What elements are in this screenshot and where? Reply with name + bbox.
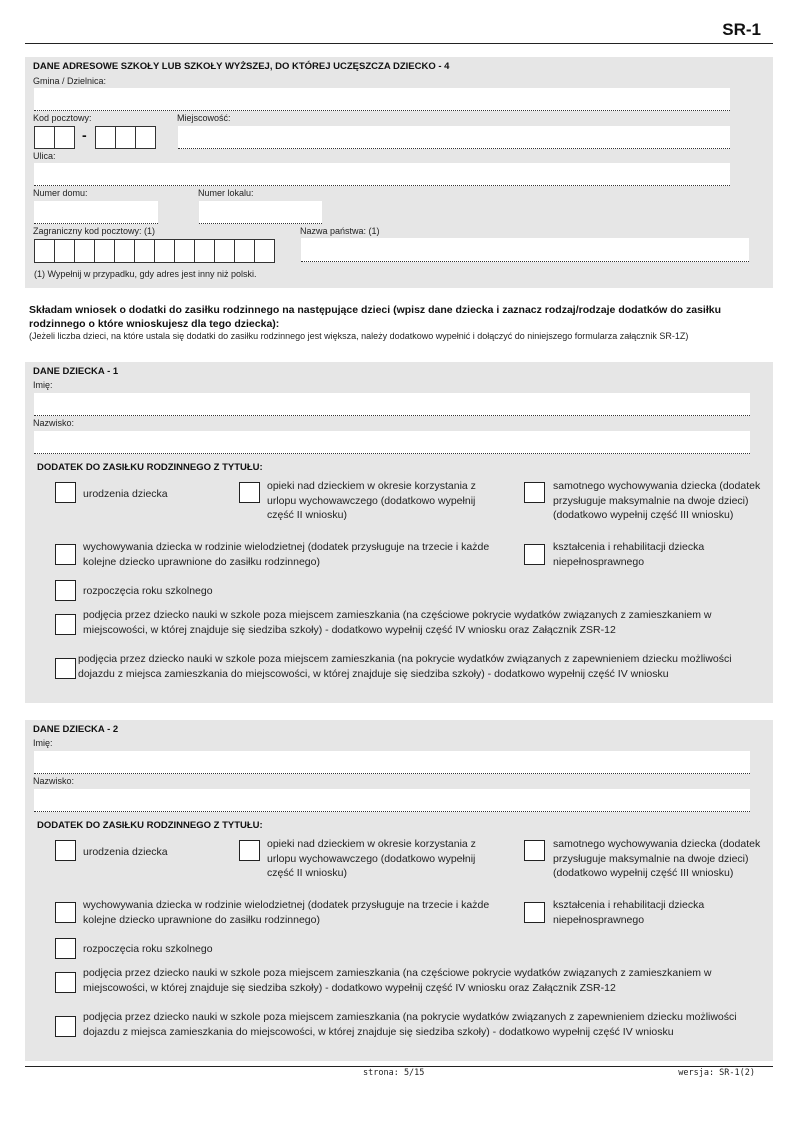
benefit-disability-label: kształcenia i rehabilitacji dziecka niepełnosprawnego — [553, 541, 705, 568]
header-divider — [25, 43, 773, 44]
application-statement: Składam wniosek o dodatki do zasiłku rodzinnego na następujące dzieci (wpisz dane dziecka i zaznacz rodzaj/rodzaje dodatków do zasiłku rodzinnego o które wnioskujesz dla tego dziecka): — [29, 304, 721, 330]
country-name-label: Nazwa państwa: (1) — [300, 226, 380, 236]
foreign-postal-code-char[interactable] — [234, 239, 255, 263]
benefit-leave-label: opieki nad dzieckiem w okresie korzystania z urlopu wychowawczego (dodatkowo wypełnij część II wniosku) — [267, 838, 476, 879]
postal-code-digit[interactable] — [135, 126, 156, 149]
foreign-postal-code-label: Zagraniczny kod pocztowy: (1) — [33, 226, 156, 236]
benefit-commute-checkbox[interactable] — [55, 658, 76, 679]
benefit-commute-label: podjęcia przez dziecko nauki w szkole poza miejscem zamieszkania (na pokrycie wydatków związanych z zapewnieniem dziecku możliwości dojazdu z miejsca zamieszkania do miejscowości, w której znajduje się siedziba szkoły) - dodatkowo wypełnij część IV wniosku — [78, 653, 732, 680]
city-label: Miejscowość: — [177, 113, 231, 123]
benefit-school-year-checkbox[interactable] — [55, 580, 76, 601]
gmina-label: Gmina / Dzielnica: — [33, 76, 107, 86]
benefit-single-parent-checkbox[interactable] — [524, 840, 545, 861]
foreign-postal-code-char[interactable] — [34, 239, 55, 263]
benefit-disability-checkbox[interactable] — [524, 544, 545, 565]
benefit-leave-label: opieki nad dzieckiem w okresie korzystania z urlopu wychowawczego (dodatkowo wypełnij część II wniosku) — [267, 480, 476, 521]
benefit-residence-label: podjęcia przez dziecko nauki w szkole poza miejscem zamieszkania (na częściowe pokrycie wydatków związanych z zamieszkaniem w miejscowości, w której znajduje się siedziba szkoły) - dodatkowo wypełnij część IV wniosku oraz Załącznik ZSR-12 — [83, 967, 712, 994]
street-label: Ulica: — [33, 151, 56, 161]
form-version: wersja: SR-1(2) — [678, 1068, 755, 1078]
street-input[interactable] — [34, 163, 730, 186]
child-section — [25, 362, 773, 703]
first-name-input[interactable] — [34, 751, 750, 774]
foreign-postal-code-char[interactable] — [114, 239, 135, 263]
first-name-input[interactable] — [34, 393, 750, 416]
foreign-postal-code-char[interactable] — [174, 239, 195, 263]
benefit-large-family-checkbox[interactable] — [55, 902, 76, 923]
benefit-commute-label: podjęcia przez dziecko nauki w szkole poza miejscem zamieszkania (na pokrycie wydatków związanych z zapewnieniem dziecku możliwości dojazdu z miejsca zamieszkania do miejscowości, w której znajduje się siedziba szkoły) - dodatkowo wypełnij część IV wniosku — [83, 1011, 737, 1038]
benefit-birth-checkbox[interactable] — [55, 482, 76, 503]
postal-code-digit[interactable] — [115, 126, 136, 149]
benefit-large-family-label: wychowywania dziecka w rodzinie wielodzietnej (dodatek przysługuje na trzecie i każde kolejne dziecko uprawnione do zasiłku rodzinnego) — [83, 899, 490, 926]
postal-code-separator: - — [82, 127, 87, 143]
school-address-section — [25, 57, 773, 288]
benefit-leave-checkbox[interactable] — [239, 482, 260, 503]
foreign-postal-code-char[interactable] — [74, 239, 95, 263]
benefit-residence-checkbox[interactable] — [55, 972, 76, 993]
benefit-birth-checkbox[interactable] — [55, 840, 76, 861]
benefit-leave-checkbox[interactable] — [239, 840, 260, 861]
benefit-disability-checkbox[interactable] — [524, 902, 545, 923]
application-note: (Jeżeli liczba dzieci, na które ustala się dodatki do zasiłku rodzinnego jest większa, należy dodatkowo wypełnić i dołączyć do niniejszego formularza załącznik SR-1Z) — [29, 331, 689, 341]
child-title: DANE DZIECKA - 2 — [33, 724, 119, 735]
benefit-commute-checkbox[interactable] — [55, 1016, 76, 1037]
foreign-postal-code-char[interactable] — [54, 239, 75, 263]
foreign-postal-code-char[interactable] — [154, 239, 175, 263]
benefits-title: DODATEK DO ZASIŁKU RODZINNEGO Z TYTUŁU: — [37, 820, 263, 831]
benefits-title: DODATEK DO ZASIŁKU RODZINNEGO Z TYTUŁU: — [37, 462, 263, 473]
school-address-title: DANE ADRESOWE SZKOŁY LUB SZKOŁY WYŻSZEJ, DO KTÓREJ UCZĘSZCZA DZIECKO - 4 — [33, 61, 450, 72]
foreign-postal-code-char[interactable] — [194, 239, 215, 263]
form-code: SR-1 — [722, 20, 761, 39]
page-number: strona: 5/15 — [363, 1068, 425, 1078]
benefit-school-year-label: rozpoczęcia roku szkolnego — [83, 943, 213, 955]
first-name-label: Imię: — [33, 738, 53, 748]
benefit-birth-label: urodzenia dziecka — [83, 846, 168, 858]
address-footnote: (1) Wypełnij w przypadku, gdy adres jest inny niż polski. — [34, 269, 257, 279]
benefit-birth-label: urodzenia dziecka — [83, 488, 168, 500]
child-section — [25, 720, 773, 1061]
last-name-input[interactable] — [34, 431, 750, 454]
apartment-number-input[interactable] — [199, 201, 322, 224]
child-title: DANE DZIECKA - 1 — [33, 366, 119, 377]
foreign-postal-code-char[interactable] — [214, 239, 235, 263]
postal-code-digit[interactable] — [54, 126, 75, 149]
gmina-input[interactable] — [34, 88, 730, 111]
last-name-label: Nazwisko: — [33, 776, 75, 786]
benefit-large-family-checkbox[interactable] — [55, 544, 76, 565]
last-name-label: Nazwisko: — [33, 418, 75, 428]
benefit-school-year-checkbox[interactable] — [55, 938, 76, 959]
benefit-single-parent-label: samotnego wychowywania dziecka (dodatek przysługuje maksymalnie na dwoje dzieci) (dodatkowo wypełnij część III wniosku) — [553, 838, 761, 879]
last-name-input[interactable] — [34, 789, 750, 812]
foreign-postal-code-char[interactable] — [94, 239, 115, 263]
foreign-postal-code-char[interactable] — [254, 239, 275, 263]
benefit-large-family-label: wychowywania dziecka w rodzinie wielodzietnej (dodatek przysługuje na trzecie i każde kolejne dziecko uprawnione do zasiłku rodzinnego) — [83, 541, 490, 568]
house-number-label: Numer domu: — [33, 188, 88, 198]
city-input[interactable] — [178, 126, 730, 149]
first-name-label: Imię: — [33, 380, 53, 390]
footer-divider — [25, 1066, 773, 1067]
benefit-single-parent-checkbox[interactable] — [524, 482, 545, 503]
house-number-input[interactable] — [34, 201, 158, 224]
benefit-residence-label: podjęcia przez dziecko nauki w szkole poza miejscem zamieszkania (na częściowe pokrycie wydatków związanych z zamieszkaniem w miejscowości, w której znajduje się siedziba szkoły) - dodatkowo wypełnij część IV wniosku oraz Załącznik ZSR-12 — [83, 609, 712, 636]
postal-code-label: Kod pocztowy: — [33, 113, 92, 123]
benefit-school-year-label: rozpoczęcia roku szkolnego — [83, 585, 213, 597]
benefit-residence-checkbox[interactable] — [55, 614, 76, 635]
country-name-input[interactable] — [301, 238, 749, 262]
postal-code-digit[interactable] — [95, 126, 116, 149]
apartment-number-label: Numer lokalu: — [198, 188, 254, 198]
postal-code-digit[interactable] — [34, 126, 55, 149]
benefit-single-parent-label: samotnego wychowywania dziecka (dodatek przysługuje maksymalnie na dwoje dzieci) (dodatkowo wypełnij część III wniosku) — [553, 480, 761, 521]
benefit-disability-label: kształcenia i rehabilitacji dziecka niepełnosprawnego — [553, 899, 705, 926]
foreign-postal-code-char[interactable] — [134, 239, 155, 263]
